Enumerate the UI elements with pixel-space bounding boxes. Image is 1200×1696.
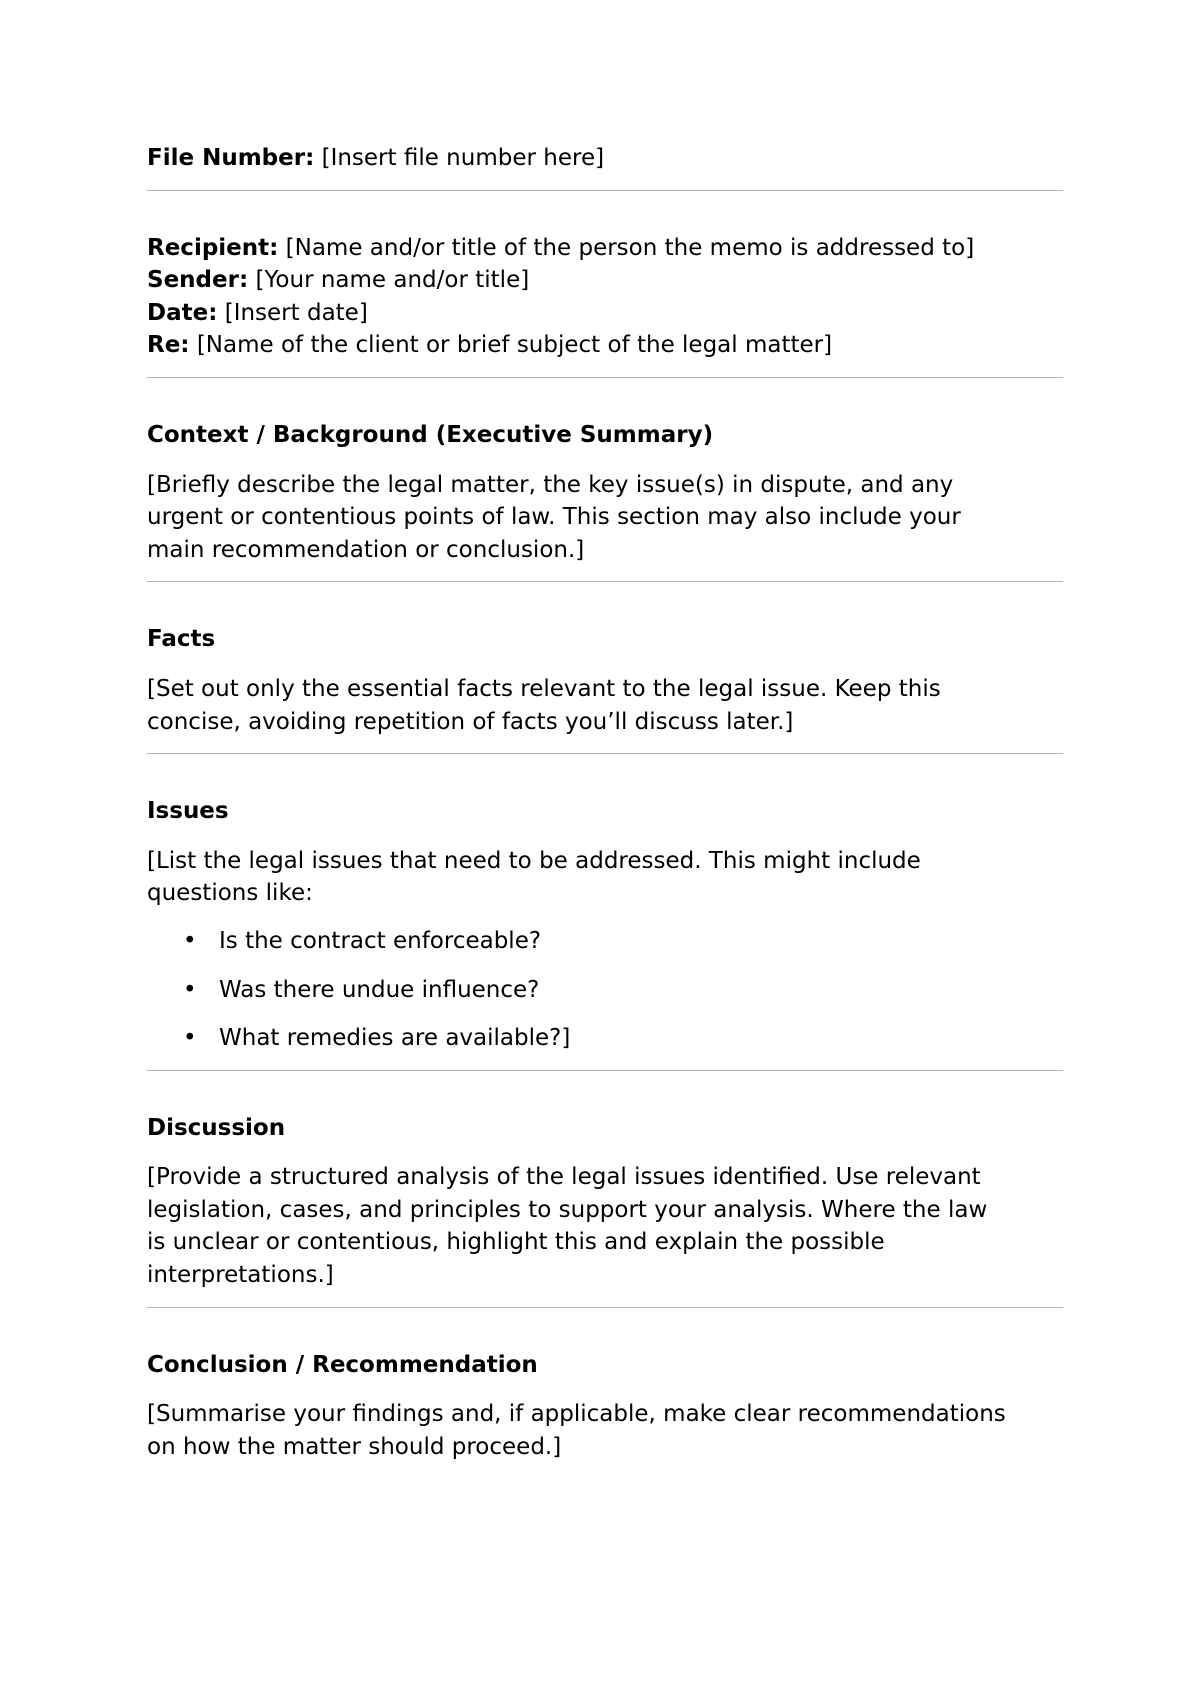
list-item	[147, 925, 1063, 958]
file-number-value: [Insert file number here]	[321, 145, 605, 171]
section-body-line: [Briefly describe the legal matter, the key issue(s) in dispute, and any	[147, 471, 954, 498]
section-heading: Conclusion / Recommendation	[147, 1351, 538, 1378]
bullet-icon: •	[183, 976, 197, 1003]
date-label: Date:	[147, 299, 218, 326]
section-heading: Issues	[147, 798, 229, 825]
section-issues	[147, 795, 1063, 1055]
recipient-value: [Name and/or title of the person the memo is addressed to]	[285, 234, 975, 261]
section-discussion	[147, 1112, 1063, 1292]
sender-value: [Your name and/or title]	[255, 267, 530, 294]
section-body-line: is unclear or contentious, highlight this and explain the possible	[147, 1229, 885, 1256]
bullet-icon: •	[183, 927, 197, 954]
section-body-line: [Provide a structured analysis of the legal issues identified. Use relevant	[147, 1164, 981, 1191]
memo-document	[147, 142, 1063, 1463]
section-body-line: [List the legal issues that need to be addressed. This might include	[147, 847, 921, 874]
section-body-line: [Summarise your findings and, if applicable, make clear recommendations	[147, 1401, 1006, 1428]
section-body-line: interpretations.]	[147, 1262, 334, 1289]
section-body-line: concise, avoiding repetition of facts you’ll discuss later.]	[147, 708, 794, 735]
date-line	[147, 297, 1063, 330]
re-line	[147, 329, 1063, 362]
section-body-line: legislation, cases, and principles to support your analysis. Where the law	[147, 1196, 988, 1223]
section-conclusion	[147, 1349, 1063, 1464]
re-label: Re:	[147, 332, 190, 359]
section-heading: Facts	[147, 626, 216, 653]
re-value: [Name of the client or brief subject of the legal matter]	[196, 332, 833, 359]
section-heading: Discussion	[147, 1114, 286, 1141]
recipient-label: Recipient:	[147, 234, 279, 261]
file-number-line	[147, 142, 1063, 175]
date-value: [Insert date]	[224, 299, 368, 326]
section-body-line: [Set out only the essential facts relevant to the legal issue. Keep this	[147, 675, 941, 702]
list-item	[147, 974, 1063, 1007]
section-body-line: urgent or contentious points of law. This section may also include your	[147, 504, 961, 531]
section-body-line: questions like:	[147, 880, 313, 907]
section-body-line: on how the matter should proceed.]	[147, 1433, 562, 1460]
section-body-line: main recommendation or conclusion.]	[147, 536, 585, 563]
sender-line	[147, 264, 1063, 297]
sender-label: Sender:	[147, 267, 249, 294]
bullet-icon: •	[183, 1025, 197, 1052]
section-context	[147, 419, 1063, 566]
section-facts	[147, 623, 1063, 738]
section-heading: Context / Background (Executive Summary)	[147, 421, 714, 448]
issues-list	[147, 925, 1063, 1055]
recipient-line	[147, 232, 1063, 265]
file-number-label: File Number:	[147, 145, 315, 171]
list-item-text: What remedies are available?]	[219, 1025, 571, 1052]
list-item-text: Is the contract enforceable?	[219, 927, 542, 954]
list-item-text: Was there undue influence?	[219, 976, 540, 1003]
list-item	[147, 1022, 1063, 1055]
